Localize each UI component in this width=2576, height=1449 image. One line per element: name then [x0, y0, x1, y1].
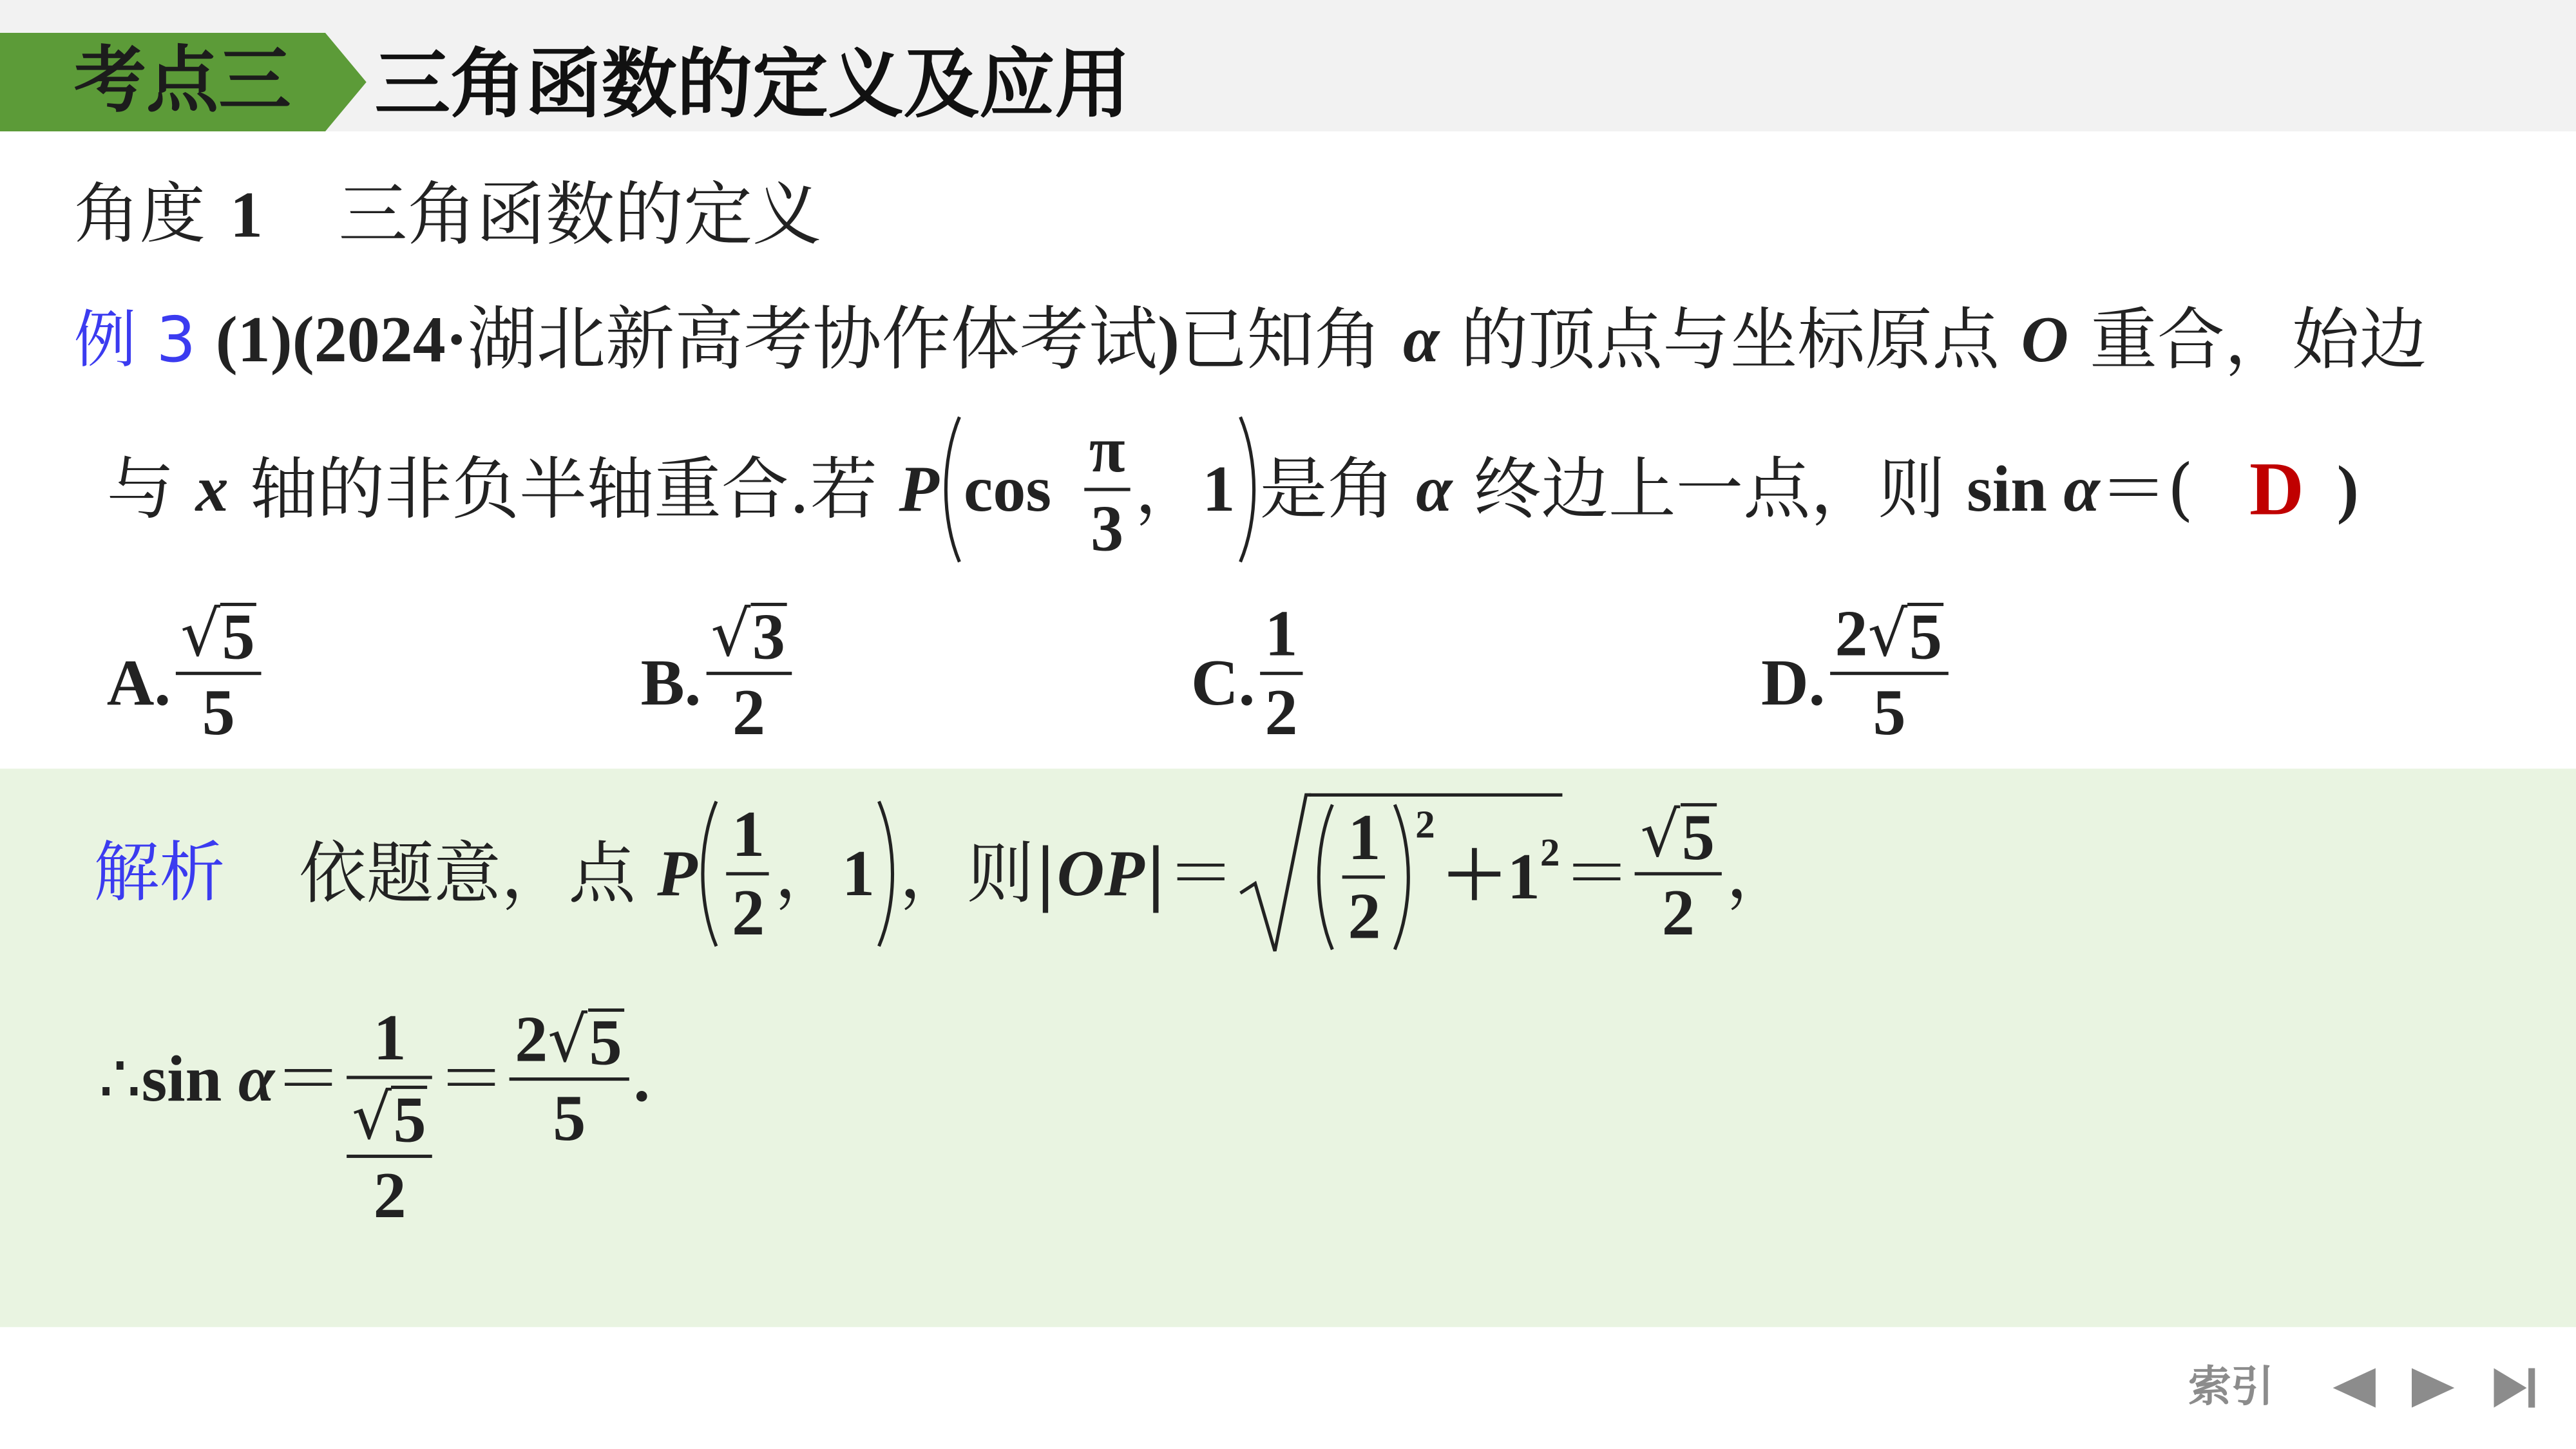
option-d[interactable]	[1761, 594, 1954, 752]
question-text: 的顶点与坐标原点	[1439, 300, 2021, 380]
numerator-value: 1	[1348, 800, 1381, 874]
origin-label: O	[2021, 302, 2069, 377]
fraction-denominator	[706, 675, 792, 747]
fraction-denominator	[727, 875, 770, 950]
fraction-denominator	[176, 675, 262, 747]
sin-function: sin	[1967, 451, 2047, 526]
example-source-open: (1)(2024·	[215, 302, 468, 377]
fraction-denominator	[1260, 675, 1302, 747]
denominator-value: 3	[1091, 491, 1124, 565]
pi-symbol: π	[1089, 412, 1125, 486]
radical-expression	[1241, 793, 1563, 954]
angle-alpha: α	[238, 1041, 275, 1115]
period: .	[633, 1041, 650, 1115]
exponent: 2	[1540, 833, 1560, 876]
left-paren	[698, 800, 719, 948]
denominator-value: 2	[1264, 675, 1298, 749]
radicand: 5	[220, 603, 256, 668]
left-paren	[1313, 803, 1335, 951]
equals-sign: ＝	[437, 1039, 505, 1119]
coordinate-separator: ，	[1134, 450, 1203, 529]
left-paren	[939, 415, 960, 564]
sin-function: sin	[141, 1041, 222, 1115]
question-text: 是角	[1259, 450, 1417, 529]
fraction-numerator	[706, 600, 792, 675]
angle-alpha: α	[1402, 302, 1440, 377]
fraction-root5-over-2	[1636, 800, 1721, 948]
sqrt-sign: √	[1867, 598, 1908, 670]
radicand: 5	[1680, 803, 1716, 869]
solution-text: ，则|	[899, 834, 1057, 914]
fraction-pi-over-3	[1084, 412, 1130, 565]
fraction-denominator	[1830, 675, 1949, 747]
option-b-fraction	[706, 600, 792, 748]
fraction-numerator	[1343, 800, 1386, 878]
point-coordinates	[939, 412, 1260, 565]
fraction-numerator	[1260, 596, 1302, 675]
question-text: 轴的非负半轴重合.若	[228, 450, 899, 529]
option-a-fraction	[176, 600, 262, 748]
radical-sign	[1241, 793, 1312, 954]
y-coordinate: 1	[1202, 451, 1236, 526]
section-number: 1	[230, 177, 263, 252]
radical	[548, 1003, 624, 1079]
question-text: 与	[106, 450, 196, 529]
radical	[1867, 598, 1944, 674]
numerator-value: 1	[373, 1000, 406, 1074]
cos-function: cos	[964, 451, 1052, 526]
example-source: 湖北新高考协作体考试	[467, 299, 1158, 380]
section-title: 三角函数的定义	[338, 174, 822, 255]
denominator-value: 2	[1348, 878, 1381, 953]
point-label: P	[899, 451, 939, 526]
radicand	[1310, 793, 1563, 954]
page-title: 三角函数的定义及应用	[374, 39, 1131, 128]
fraction-numerator	[176, 600, 262, 675]
topic-tag: 考点三	[73, 39, 291, 124]
answer-bracket-close: )	[2336, 451, 2359, 526]
parenthesized-fraction	[1313, 800, 1415, 953]
fraction-denominator	[510, 1081, 629, 1153]
option-b[interactable]	[641, 594, 797, 752]
segment-op: OP	[1056, 836, 1145, 910]
point-coordinates	[698, 796, 900, 950]
option-d-fraction	[1830, 596, 1949, 749]
question-text: 已知角	[1179, 300, 1403, 380]
numerator-value: 1	[732, 796, 765, 871]
question-text: 终边上一点，则	[1452, 450, 1967, 529]
variable-x: x	[195, 451, 229, 526]
compound-fraction	[347, 1000, 433, 1232]
option-d-label: D.	[1761, 645, 1826, 720]
radicand: 3	[750, 603, 787, 668]
numerator-value: 1	[1264, 596, 1298, 670]
fraction-denominator	[1343, 878, 1386, 951]
next-icon[interactable]	[2410, 1367, 2456, 1409]
radicand: 5	[587, 1009, 624, 1074]
denominator-value: 5	[202, 675, 235, 749]
right-paren	[878, 800, 899, 948]
option-b-label: B.	[640, 645, 701, 720]
radicand: 5	[392, 1086, 428, 1151]
fraction-denominator	[1636, 875, 1721, 950]
exponent: 2	[1415, 804, 1435, 848]
solution-text: 依题意，点	[299, 834, 658, 914]
section-heading	[73, 174, 822, 255]
denominator-value: 2	[732, 675, 765, 749]
solution-label: 解析	[93, 836, 225, 912]
fraction-numerator	[727, 796, 770, 875]
fraction-denominator	[347, 1079, 433, 1231]
denominator-value: 5	[553, 1081, 586, 1155]
sqrt-sign: √	[548, 1003, 588, 1076]
radical	[1640, 798, 1716, 874]
sqrt-sign: √	[352, 1081, 392, 1153]
prev-icon[interactable]	[2331, 1367, 2377, 1409]
numerator-coefficient: 2	[1835, 596, 1868, 670]
fraction-numerator	[1830, 596, 1949, 675]
angle-alpha: α	[2063, 451, 2100, 526]
solution-line-2	[99, 964, 650, 1232]
denominator-value: 5	[1873, 675, 1906, 749]
index-button[interactable]: 索引	[2188, 1363, 2274, 1413]
question-text: 重合，始边	[2068, 300, 2427, 380]
option-a[interactable]	[107, 594, 267, 752]
example-line-2	[107, 411, 2359, 569]
right-paren	[1239, 415, 1260, 564]
coordinate-separator: ，	[774, 834, 843, 914]
fraction-numerator	[510, 1001, 629, 1081]
answer-bracket-open: ＝(	[2099, 450, 2194, 529]
sqrt-sign: √	[1640, 798, 1681, 871]
fraction-one-half	[727, 796, 770, 950]
radical	[711, 598, 787, 674]
denominator-value: 2	[373, 1158, 406, 1232]
sqrt-sign: √	[180, 598, 221, 670]
sqrt-sign: √	[711, 598, 751, 670]
point-label: P	[657, 836, 698, 910]
radical	[352, 1081, 428, 1157]
option-c-fraction	[1260, 596, 1302, 749]
fraction-denominator	[347, 1158, 433, 1230]
therefore-symbol: ∴	[99, 1039, 142, 1119]
solution-text: |＝	[1144, 834, 1235, 914]
numerator-coefficient: 2	[515, 1001, 548, 1076]
last-icon[interactable]	[2492, 1367, 2538, 1409]
example-source-close: )	[1157, 302, 1179, 377]
answer-choice: D	[2249, 446, 2304, 531]
radical	[180, 598, 256, 674]
option-a-label: A.	[106, 645, 171, 720]
fraction-numerator	[1636, 800, 1721, 875]
angle-alpha: α	[1416, 451, 1453, 526]
result-fraction	[510, 1001, 629, 1155]
option-c[interactable]	[1191, 594, 1308, 752]
example-line-1	[73, 299, 2427, 380]
right-paren	[1394, 803, 1415, 951]
solution-line-1	[93, 788, 1793, 959]
equals-sign: ＝	[274, 1039, 342, 1119]
equals-sign: ＝	[1563, 834, 1631, 914]
fraction-numerator	[347, 1083, 433, 1158]
section-label-word: 角度	[73, 177, 205, 253]
fraction-denominator	[1084, 491, 1130, 564]
denominator-value: 2	[1661, 875, 1695, 950]
fraction-root5-over-2	[347, 1083, 433, 1231]
option-c-label: C.	[1191, 645, 1255, 720]
plus-one: ＋1	[1441, 839, 1540, 914]
fraction-one-half	[1343, 800, 1386, 953]
fraction-numerator	[1084, 412, 1130, 491]
y-coordinate: 1	[842, 836, 875, 910]
fraction-numerator	[347, 1000, 433, 1079]
radicand: 5	[1907, 603, 1943, 668]
solution-text: ，	[1726, 834, 1794, 914]
example-label: 例 3	[73, 303, 196, 377]
denominator-value: 2	[732, 875, 765, 950]
